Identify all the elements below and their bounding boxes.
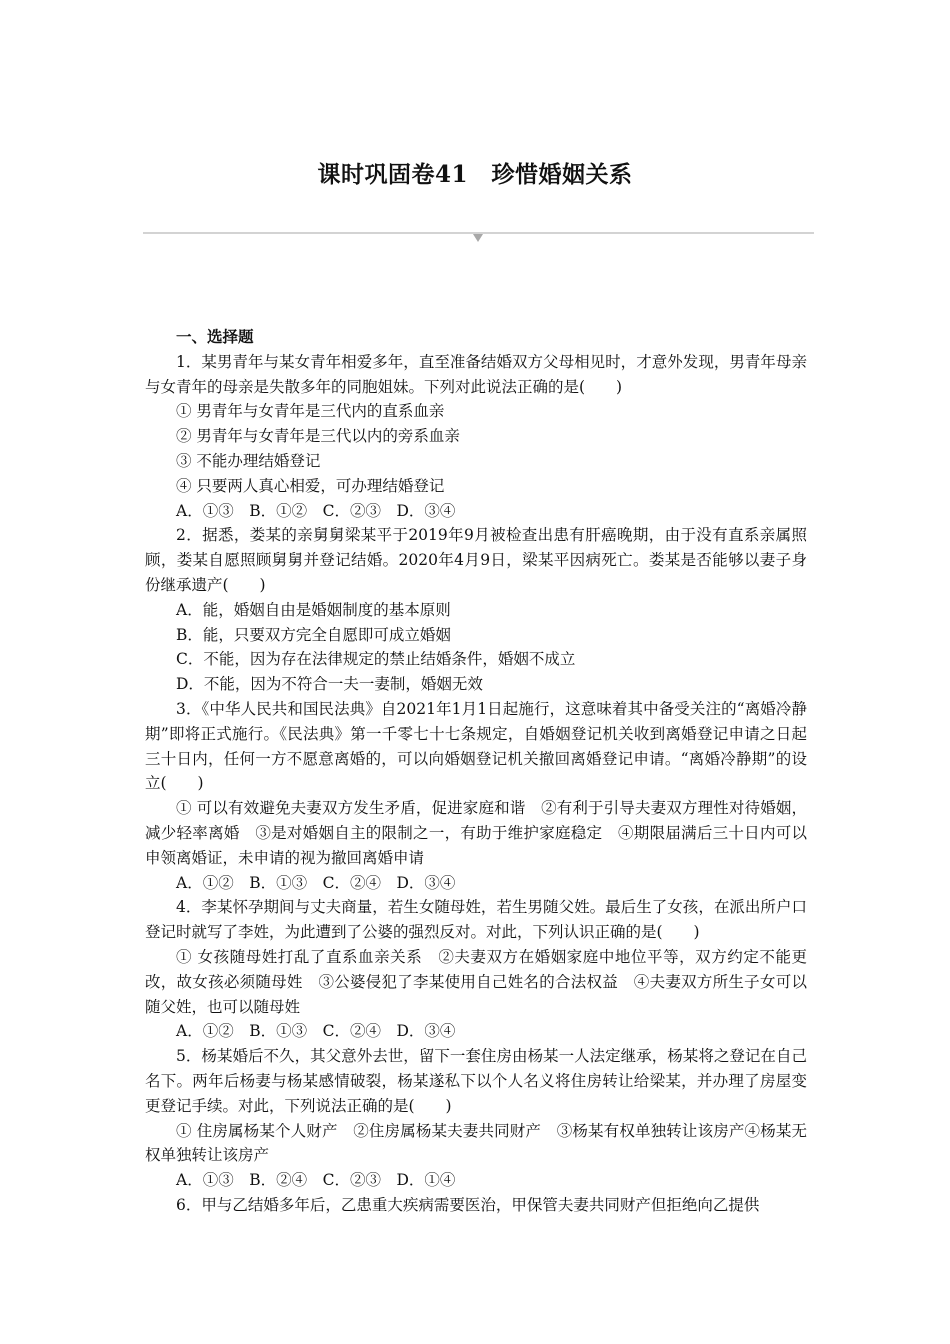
section-heading: 一、选择题	[176, 327, 254, 346]
page-title: 课时巩固卷41 珍惜婚姻关系	[317, 161, 633, 188]
divider-triangle-icon	[473, 234, 483, 242]
answer-option: A．能，婚姻自由是婚姻制度的基本原则	[176, 600, 451, 619]
question-stem: 5．杨某婚后不久，其父意外去世，留下一套住房由杨某一人法定继承，杨某将之登记在自己名下。两年后杨妻与杨某感情破裂，杨某遂私下以个人名义将住房转让给梁某，并办理了房屋变更登记手续。对此，下列说法正确的是( )	[145, 1047, 807, 1115]
answer-option: B．能，只要双方完全自愿即可成立婚姻	[176, 625, 451, 644]
answer-choices: A．①③ B．②④ C．②③ D．①④	[176, 1171, 456, 1190]
answer-option: C．不能，因为存在法律规定的禁止结婚条件，婚姻不成立	[176, 650, 576, 669]
question-stem: 6．甲与乙结婚多年后，乙患重大疾病需要医治，甲保管夫妻共同财产但拒绝向乙提供	[176, 1195, 760, 1214]
statement-group: ① 女孩随母姓打乱了直系血亲关系 ②夫妻双方在婚姻家庭中地位平等，双方约定不能更改，故女孩必须随母姓 ③公婆侵犯了李某使用自己姓名的合法权益 ④夫妻双方所生子女可以随父姓，也可以随母姓	[145, 947, 807, 1016]
answer-choices: A．①② B．①③ C．②④ D．③④	[176, 873, 456, 892]
answer-choices: A．①② B．①③ C．②④ D．③④	[176, 1022, 456, 1041]
question-stem: 3．《中华人民共和国民法典》自2021年1月1日起施行，这意味着其中备受关注的“离婚冷静期”即将正式施行。《民法典》第一千零七十七条规定，自婚姻登记机关收到离婚登记申请之日起三十日内，任何一方不愿意离婚的，可以向婚姻登记机关撤回离婚登记申请。“离婚冷静期”的设立( )	[145, 699, 807, 793]
question-stem: 2．据悉，娄某的亲舅舅梁某平于2019年9月被检查出患有肝癌晚期，由于没有直系亲属照顾，娄某自愿照顾舅舅并登记结婚。2020年4月9日，梁某平因病死亡。娄某是否能够以妻子身份继承遗产( )	[145, 526, 807, 594]
question-stem: 1．某男青年与某女青年相爱多年，直至准备结婚双方父母相见时，才意外发现，男青年母亲与女青年的母亲是失散多年的同胞姐妹。下列对此说法正确的是( )	[145, 352, 807, 396]
statement: ④ 只要两人真心相爱，可办理结婚登记	[176, 476, 445, 495]
statement-group: ① 住房属杨某个人财产 ②住房属杨某夫妻共同财产 ③杨某有权单独转让该房产④杨某无权单独转让该房产	[145, 1121, 807, 1165]
statement: ② 男青年与女青年是三代以内的旁系血亲	[176, 427, 460, 446]
statement: ③ 不能办理结婚登记	[176, 451, 321, 470]
statement-group: ① 可以有效避免夫妻双方发生矛盾，促进家庭和谐 ②有利于引导夫妻双方理性对待婚姻，减少轻率离婚 ③是对婚姻自主的限制之一，有助于维护家庭稳定 ④期限届满后三十日内可以申领离婚证，未申请的视为撤回离婚申请	[145, 799, 807, 867]
statement: ① 男青年与女青年是三代内的直系血亲	[176, 402, 445, 421]
answer-option: D．不能，因为不符合一夫一妻制，婚姻无效	[176, 675, 483, 694]
question-content	[145, 325, 807, 1218]
answer-choices: A．①③ B．①② C．②③ D．③④	[176, 501, 456, 520]
question-stem: 4．李某怀孕期间与丈夫商量，若生女随母姓，若生男随父姓。最后生了女孩，在派出所户口登记时就写了李姓，为此遭到了公婆的强烈反对。对此，下列认识正确的是( )	[145, 898, 807, 942]
